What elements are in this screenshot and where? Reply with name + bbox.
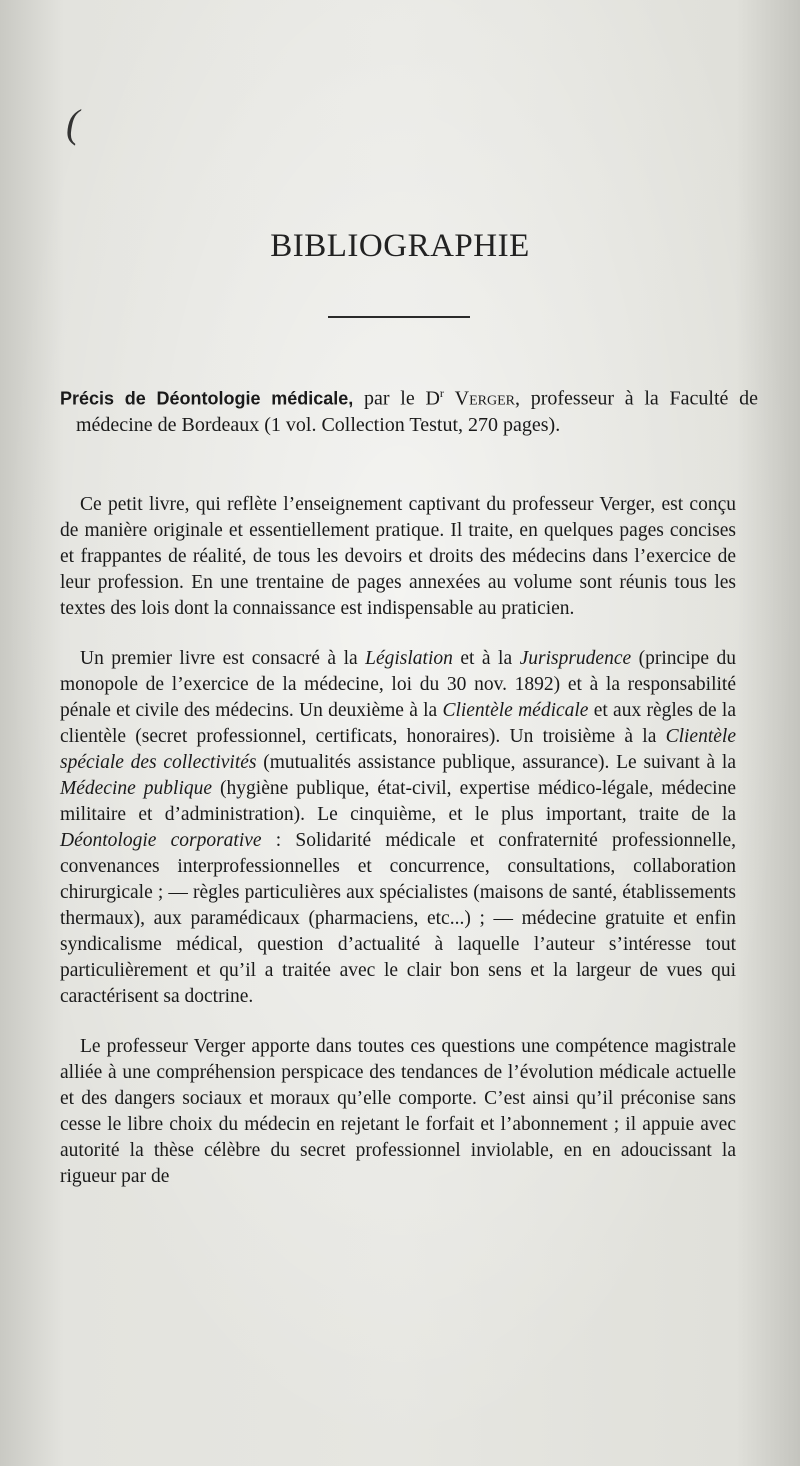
p2-italic: Médecine publique: [60, 778, 213, 799]
p2-text: (principe du monopole de l’exercice de la médecine, loi du 30 nov. 1892) et à la responsabilité pénale et civile des médecins. Un deuxième à la: [60, 648, 736, 721]
entry-dr-suffix: r: [439, 386, 444, 400]
p2-italic: Clientèle spéciale des collectivités: [60, 726, 736, 773]
title-rule-divider: [328, 316, 470, 318]
paragraph-2: [60, 646, 736, 1010]
p2-italic: Clientèle médicale: [442, 700, 589, 721]
p2-text: et aux règles de la clientèle (secret professionnel, certificats, honoraires). Un troisième à la: [60, 700, 737, 747]
review-body: [60, 492, 736, 1214]
entry-by: par le D: [364, 387, 440, 410]
margin-mark: (: [66, 101, 80, 146]
entry-details: , professeur à la Faculté de médecine de Bordeaux (1 vol. Collection Testut, 270 pages).: [76, 387, 759, 436]
entry-author: Verger: [454, 387, 515, 410]
p2-text: (mutualités assistance publique, assurance). Le suivant à la: [256, 752, 736, 773]
bibliographic-entry: [60, 380, 758, 438]
p2-text: : Solidarité médicale et confraternité professionnelle, convenances interprofessionnelles et concurrence, consultations, collaboration chirurgicale ; — règles particulières aux spécialistes (maisons de santé, établissements thermaux), aux paramédicaux (pharmaciens, etc...) ; — médecine gratuite et enfin syndicalisme médical, question d’actualité à laquelle l’auteur s’intéresse tout particulièrement et qu’il a traitée avec le clair bon sens et la largeur de vues qui caractérisent sa doctrine.: [60, 830, 737, 1007]
p2-italic: Jurisprudence: [519, 648, 632, 669]
p2-text: et à la: [452, 648, 520, 669]
book-title: Précis de Déontologie médicale,: [60, 388, 354, 409]
p2-text: (hygiène publique, état-civil, expertise médico-légale, médecine militaire et d’administration). Le cinquième, et le plus important, traite de la: [60, 778, 736, 825]
paragraph-1: Ce petit livre, qui reflète l’enseignement captivant du professeur Verger, est conçu de manière originale et essentiellement pratique. Il traite, en quelques pages concises et frappantes de réalité, de tous les devoirs et droits des médecins dans l’exercice de leur profession. En une trentaine de pages annexées au volume sont réunis tous les textes des lois dont la connaissance est indispensable au praticien.: [60, 494, 736, 619]
page-title: BIBLIOGRAPHIE: [270, 228, 530, 264]
p2-text: Un premier livre est consacré à la: [80, 648, 366, 669]
p2-italic: Déontologie corporative: [60, 830, 262, 851]
p2-italic: Législation: [365, 648, 453, 669]
paragraph-3: Le professeur Verger apporte dans toutes ces questions une compétence magistrale alliée à une compréhension perspicace des tendances de l’évolution médicale actuelle et des dangers sociaux et moraux qu’elle comporte. C’est ainsi qu’il préconise sans cesse le libre choix du médecin en rejetant le forfait et l’abonnement ; il appuie avec autorité la thèse célèbre du secret professionnel inviolable, en en adoucissant la rigueur par de: [60, 1036, 736, 1187]
